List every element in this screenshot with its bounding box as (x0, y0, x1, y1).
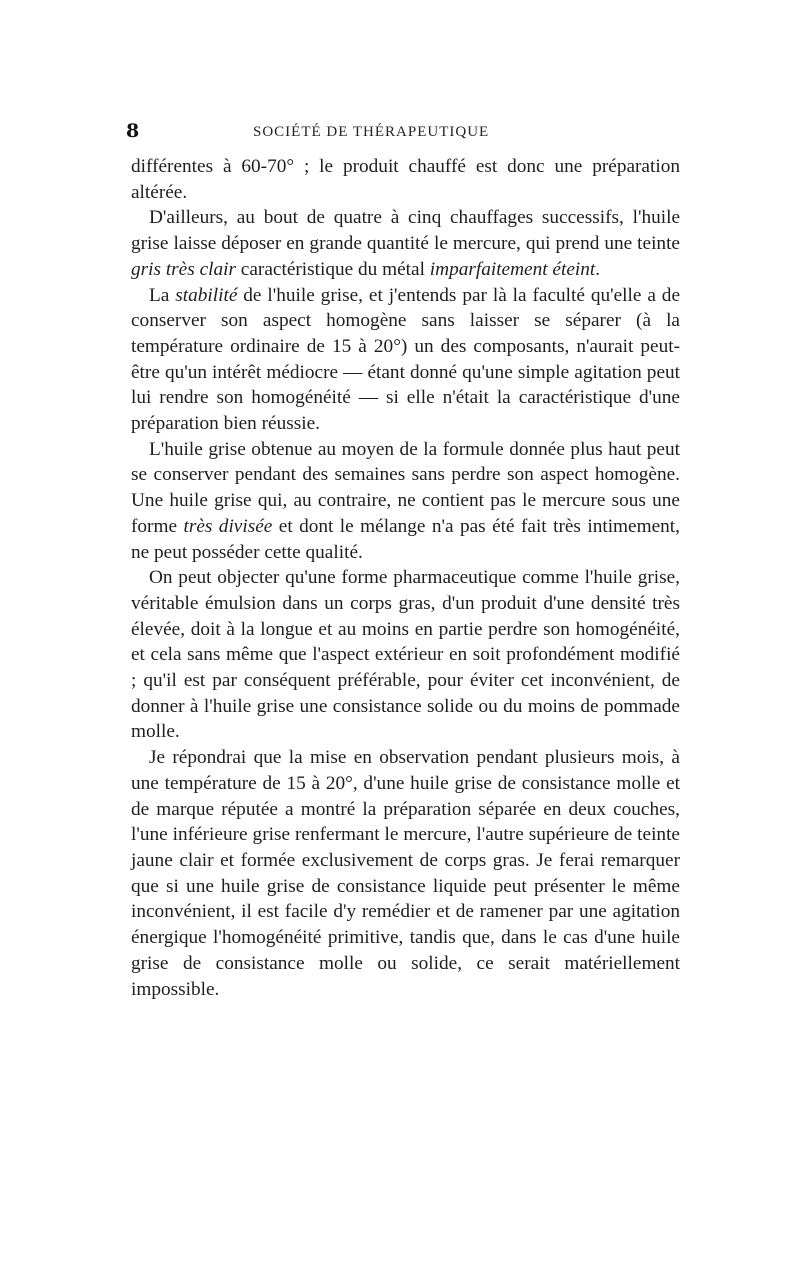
paragraph-6-text: Je répondrai que la mise en observation pendant plusieurs mois, à une température de 15 à 20°, d'une huile grise de consistance molle et de marque réputée a montré la préparation séparée en deux couches, l'une inférieure grise renfermant le mercure, l'autre supérieure de teinte jaune clair et formée exclusivement de corps gras. Je ferai remarquer que si une huile grise de consistance liquide peut présenter le même inconvénient, il est facile d'y remédier et de ramener par une agitation énergique l'homogénéité primitive, tandis que, dans le cas d'une huile grise de consistance molle ou solide, ce serait matériellement impossible. (131, 747, 680, 1000)
paragraph-3-italic-a: stabilité (175, 284, 238, 306)
paragraph-6 (131, 745, 680, 1002)
paragraph-3-text-b: de l'huile grise, et j'entends par là la faculté qu'elle a de conserver son aspect homogène sans laisser se séparer (à la température ordinaire de 15 à 20°) un des composants, n'aurait peut-être qu'un intérêt médiocre — étant donné qu'une simple agitation peut lui rendre son homogénéité — si elle n'était la caractéristique d'une préparation bien réussie. (131, 284, 680, 435)
paragraph-1 (131, 154, 680, 205)
body-text (131, 154, 680, 1002)
paragraph-4-italic-a: très divisée (183, 515, 273, 537)
paragraph-4 (131, 437, 680, 566)
paragraph-4-text-b: et dont le mélange n'a pas été fait très intimement, ne peut posséder cette qualité. (131, 515, 680, 563)
page-number: 8 (126, 120, 140, 142)
paragraph-2-text-c: . (595, 258, 601, 280)
paragraph-4-text-a: L'huile grise obtenue au moyen de la formule donnée plus haut peut se conserver pendant des semaines sans perdre son aspect homogène. Une huile grise qui, au contraire, ne contient pas le mercure sous une forme (131, 438, 680, 537)
running-head (126, 119, 679, 143)
paragraph-2 (131, 205, 680, 282)
paragraph-5 (131, 565, 680, 745)
running-title: SOCIÉTÉ DE THÉRAPEUTIQUE (253, 124, 490, 140)
paragraph-1-text: différentes à 60-70° ; le produit chauffé est donc une préparation altérée. (131, 156, 680, 203)
paragraph-2-italic-a: gris très clair (131, 258, 236, 280)
paragraph-2-text-a: D'ailleurs, au bout de quatre à cinq chauffages successifs, l'huile grise laisse déposer en grande quantité le mercure, qui prend une teinte (131, 207, 680, 255)
paragraph-2-italic-b: imparfaitement éteint (429, 258, 596, 280)
paragraph-3-text-a: La (149, 284, 176, 306)
paragraph-5-text: On peut objecter qu'une forme pharmaceutique comme l'huile grise, véritable émulsion dans un corps gras, d'un produit d'une densité très élevée, doit à la longue et au moins en partie perdre son homogénéité, et cela sans même que l'aspect extérieur en soit profondément modifié ; qu'il est par conséquent préférable, pour éviter cet inconvénient, de donner à l'huile grise une consistance solide ou du moins de pommade molle. (131, 567, 680, 743)
paragraph-3 (131, 283, 680, 437)
paragraph-2-text-b: caractéristique du métal (235, 258, 430, 280)
